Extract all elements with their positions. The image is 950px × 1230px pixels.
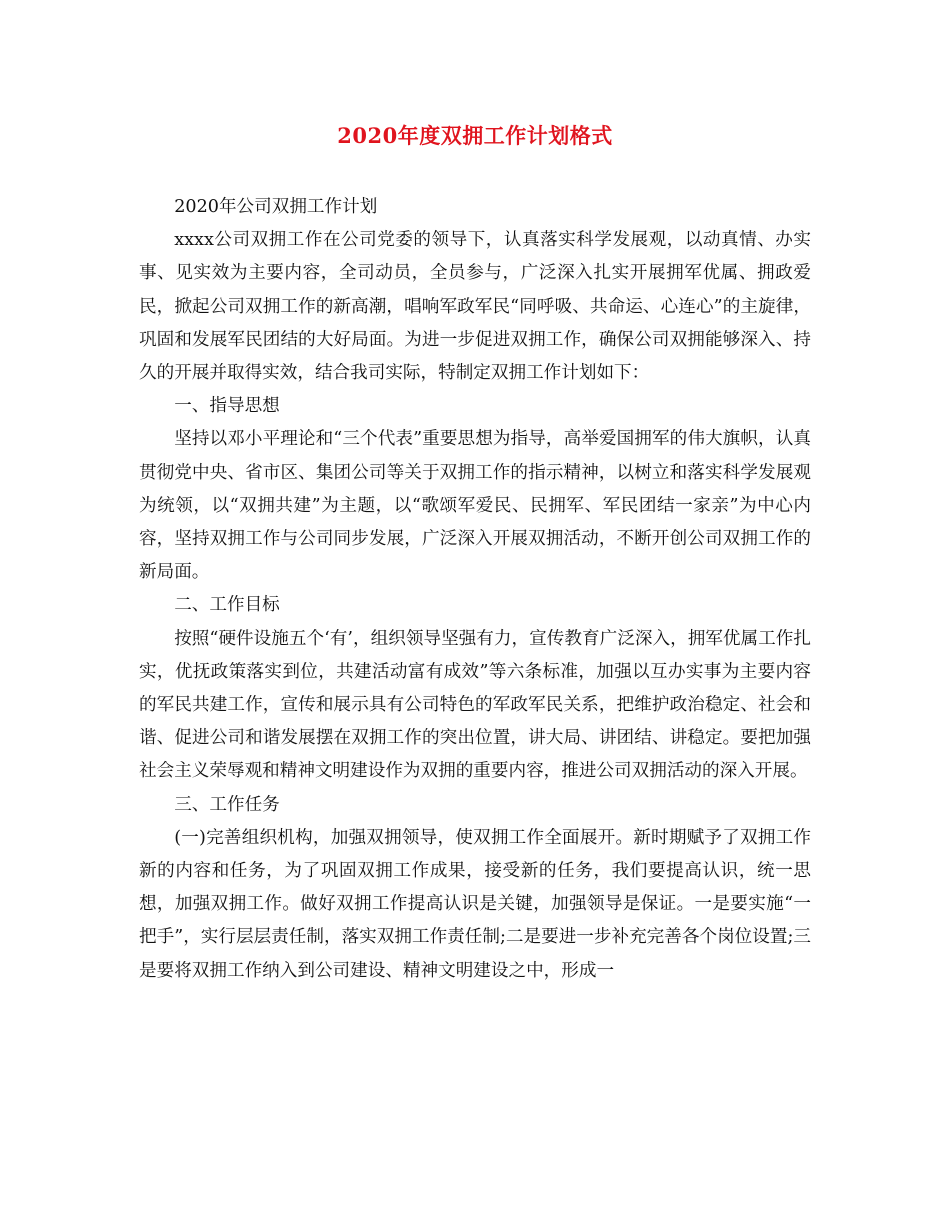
paragraph-guiding-thought: 坚持以邓小平理论和“三个代表”重要思想为指导，高举爱国拥军的伟大旗帜，认真贯彻党中央、省市区、集团公司等关于双拥工作的指示精神，以树立和落实科学发展观为统领，以“双拥共建”为主题，以“歌颂军爱民、民拥军、军民团结一家亲”为中心内容，坚持双拥工作与公司同步发展，广泛深入开展双拥活动，不断开创公司双拥工作的新局面。 [139,429,811,583]
paragraph-work-tasks: (一)完善组织机构，加强双拥领导，使双拥工作全面展开。新时期赋予了双拥工作新的内容和任务，为了巩固双拥工作成果，接受新的任务，我们要提高认识，统一思想，加强双拥工作。做好双拥工作提高认识是关键，加强领导是保证。一是要实施“一把手”，实行层层责任制，落实双拥工作责任制;二是要进一步补充完善各个岗位设置;三是要将双拥工作纳入到公司建设、精神文明建设之中，形成一 [139,827,811,981]
document-body [139,191,811,988]
paragraph-subtitle: 2020年公司双拥工作计划 [174,197,378,217]
section-heading-work-tasks: 三、工作任务 [174,794,280,815]
document-title: 2020年度双拥工作计划格式 [337,123,613,148]
section-heading-guiding-thought: 一、指导思想 [174,396,280,417]
section-heading-work-goals: 二、工作目标 [174,595,280,616]
paragraph-work-goals: 按照“硬件设施五个‘有’，组织领导坚强有力，宣传教育广泛深入，拥军优属工作扎实，优抚政策落实到位，共建活动富有成效”等六条标准，加强以互办实事为主要内容的军民共建工作，宣传和展示具有公司特色的军政军民关系，把维护政治稳定、社会和谐、促进公司和谐发展摆在双拥工作的突出位置，讲大局、讲团结、讲稳定。要把加强社会主义荣辱观和精神文明建设作为双拥的重要内容，推进公司双拥活动的深入开展。 [139,628,811,782]
paragraph-intro: xxxx公司双拥工作在公司党委的领导下，认真落实科学发展观，以动真情、办实事、见实效为主要内容，全司动员，全员参与，广泛深入扎实开展拥军优属、拥政爱民，掀起公司双拥工作的新高潮，唱响军政军民“同呼吸、共命运、心连心”的主旋律，巩固和发展军民团结的大好局面。为进一步促进双拥工作，确保公司双拥能够深入、持久的开展并取得实效，结合我司实际，特制定双拥工作计划如下： [139,230,811,384]
